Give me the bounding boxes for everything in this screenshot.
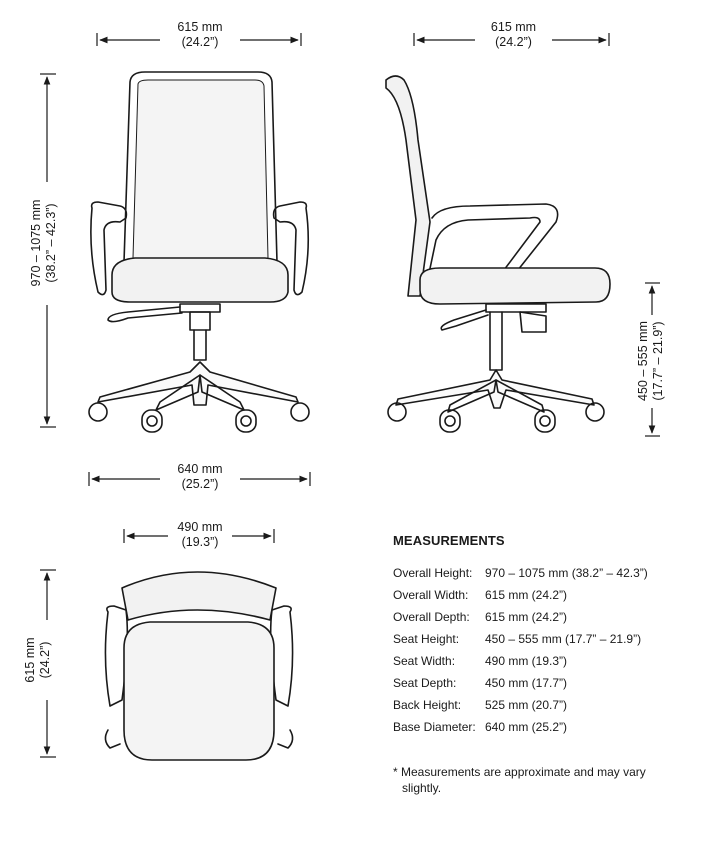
measurement-row [393, 650, 713, 672]
measurement-value: 490 mm (19.3”) [485, 654, 568, 668]
measurement-value: 525 mm (20.7”) [485, 698, 568, 712]
overall-height-in: (38.2” – 42.3”) [44, 203, 58, 283]
base-diameter-mm: 640 mm [177, 462, 223, 476]
measurements-title: MEASUREMENTS [393, 533, 505, 548]
base-diameter-in: (25.2”) [181, 477, 219, 491]
measurement-row [393, 672, 713, 694]
front-view [89, 72, 309, 432]
measurement-value: 450 – 555 mm (17.7” – 21.9”) [485, 632, 642, 646]
seat-height-mm: 450 – 555 mm [636, 321, 650, 401]
overall-height-mm: 970 – 1075 mm [29, 199, 43, 287]
measurement-row [393, 562, 713, 584]
measurement-value: 640 mm (25.2”) [485, 720, 568, 734]
seat-width-dimension [168, 520, 232, 550]
top-depth-in: (24.2”) [38, 641, 52, 679]
front-width-in: (24.2”) [181, 35, 219, 49]
measurement-value: 615 mm (24.2”) [485, 610, 568, 624]
measurement-value: 450 mm (17.7”) [485, 676, 568, 690]
disclaimer-line-1: * Measurements are approximate and may vary [393, 765, 646, 779]
measurement-row [393, 584, 713, 606]
measurement-label: Overall Depth: [393, 610, 470, 624]
measurement-value: 970 – 1075 mm (38.2” – 42.3”) [485, 566, 648, 580]
seat-height-in: (17.7” – 21.9”) [651, 321, 665, 401]
base-diameter-dimension [160, 462, 240, 492]
measurement-label: Seat Height: [393, 632, 460, 646]
measurement-row [393, 606, 713, 628]
measurement-row [393, 716, 713, 738]
measurement-label: Seat Width: [393, 654, 456, 668]
side-depth-mm: 615 mm [490, 20, 537, 34]
measurement-label: Overall Width: [393, 588, 469, 602]
side-depth-in: (24.2”) [495, 35, 532, 49]
front-width-mm: 615 mm [177, 20, 223, 34]
side-depth-dimension [475, 20, 552, 50]
top-view [105, 572, 292, 760]
measurement-row [393, 694, 713, 716]
disclaimer-note [393, 764, 653, 796]
measurement-value: 615 mm (24.2”) [485, 588, 568, 602]
measurement-label: Back Height: [393, 698, 462, 712]
front-width-dimension [160, 20, 240, 50]
measurement-row [393, 628, 713, 650]
measurement-label: Base Diameter: [393, 720, 476, 734]
top-depth-dimension [23, 625, 53, 695]
seat-width-mm: 490 mm [177, 520, 223, 534]
measurement-label: Overall Height: [393, 566, 473, 580]
seat-width-in: (19.3”) [181, 535, 219, 549]
measurement-label: Seat Depth: [393, 676, 457, 690]
top-depth-mm: 615 mm [23, 637, 37, 683]
measurements-panel [393, 533, 713, 738]
disclaimer-line-2: slightly. [402, 781, 442, 795]
overall-height-dimension [29, 173, 59, 313]
side-view [386, 76, 610, 432]
seat-height-dimension [636, 306, 666, 416]
